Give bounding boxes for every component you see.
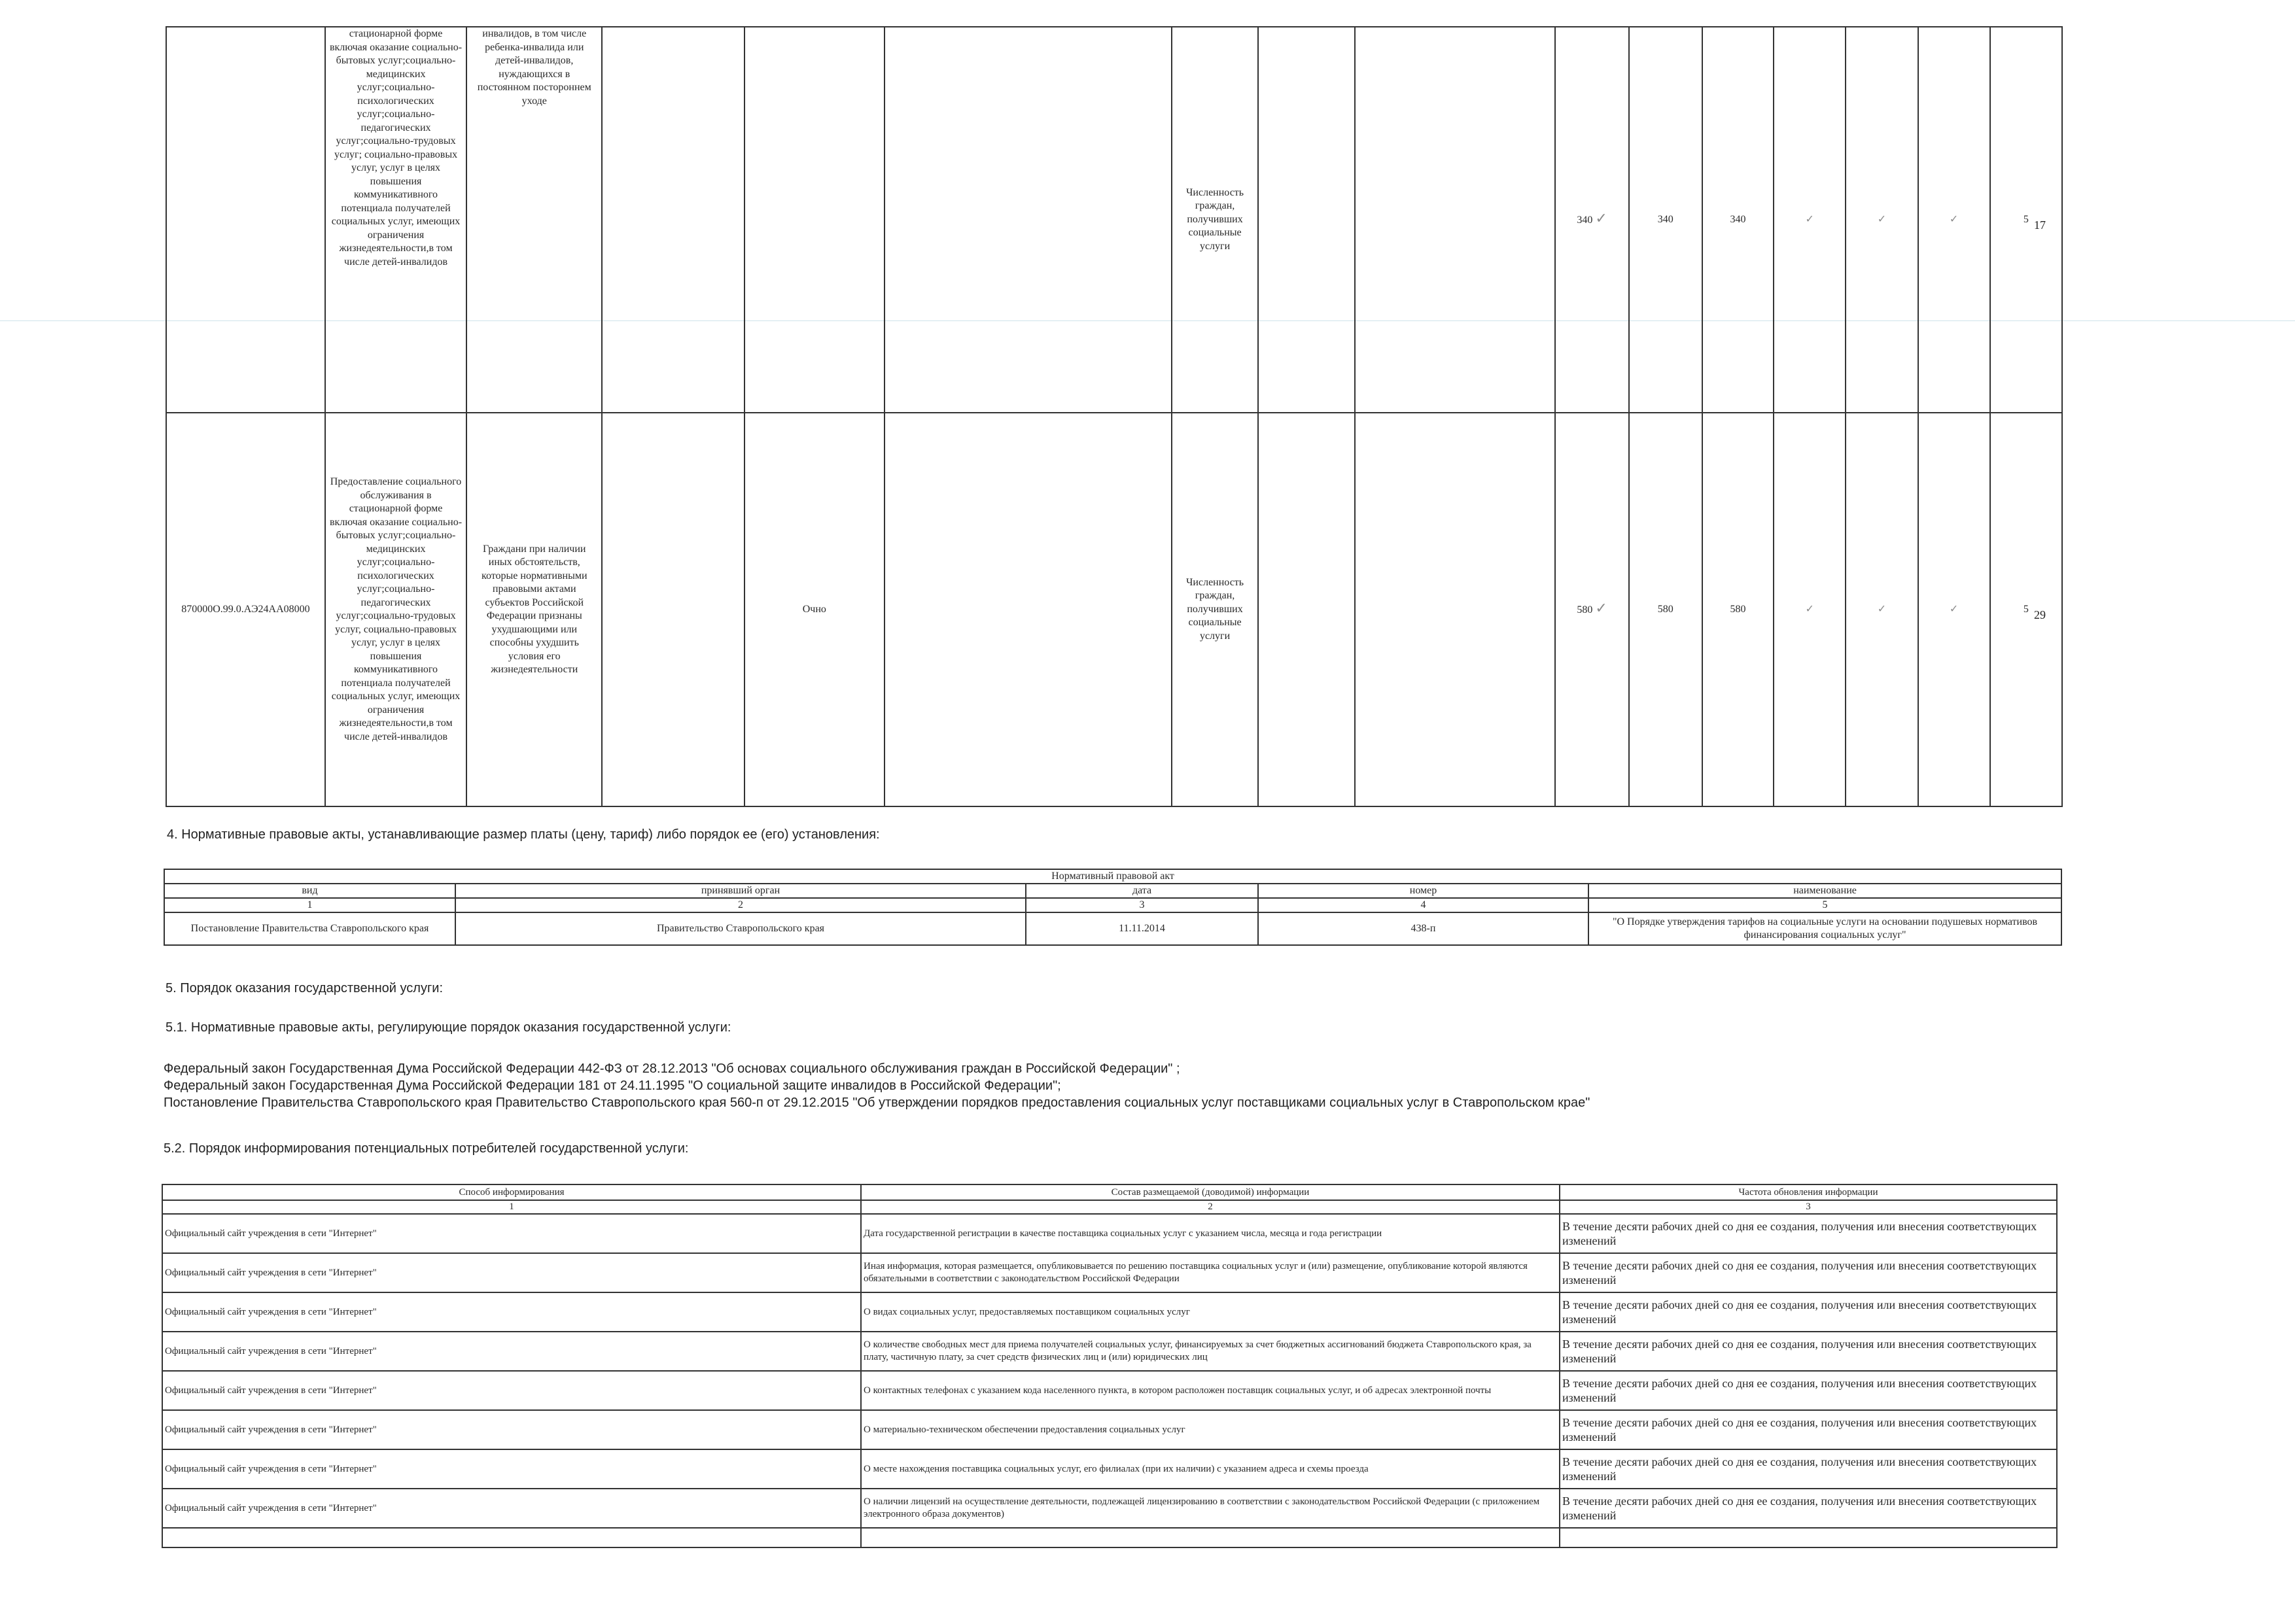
value-cell: 340 bbox=[1702, 27, 1774, 413]
table-row bbox=[162, 1332, 2057, 1371]
percent-deviation-cell: 5 bbox=[1990, 27, 2062, 413]
method-cell: Официальный сайт учреждения в сети "Интернет" bbox=[162, 1489, 861, 1528]
table-title: Нормативный правовой акт bbox=[164, 869, 2061, 884]
column-number: 4 bbox=[1258, 898, 1588, 912]
service-content-cell: Предоставление социального обслуживания в стационарной форме включая оказание социально-бытовых услуг;социально-медицинских услуг;социально-психологических услуг;социально-педагогических услуг;социально-трудовых услуг, социально-правовых услуг, услуг в целях повышения коммуникативного потенциала получателей социальных услуг, имеющих ограничения жизнедеятельности,в том числе детей-инвалидов bbox=[325, 413, 466, 806]
value-2021: 340 bbox=[1577, 215, 1593, 226]
column-number: 3 bbox=[1560, 1200, 2057, 1214]
informing-table bbox=[162, 1184, 2058, 1548]
column-header: принявший орган bbox=[455, 884, 1026, 898]
method-cell: Официальный сайт учреждения в сети "Интернет" bbox=[162, 1253, 861, 1292]
column-number: 3 bbox=[1026, 898, 1258, 912]
method-cell: Официальный сайт учреждения в сети "Интернет" bbox=[162, 1214, 861, 1253]
act-name-cell: "О Порядке утверждения тарифов на социальные услуги на основании подушевых нормативов финансирования социальных услуг" bbox=[1588, 912, 2061, 945]
table-row bbox=[162, 1200, 2057, 1214]
check-mark-icon: ✓ bbox=[1595, 210, 1607, 227]
info-content-cell: Дата государственной регистрации в качестве поставщика социальных услуг с указанием числа, месяца и года регистрации bbox=[861, 1214, 1560, 1253]
column-number: 2 bbox=[861, 1200, 1560, 1214]
law-item: Постановление Правительства Ставропольского края Правительство Ставропольского края 560-п от 29.12.2015 "Об утверждении порядков предоставления социальных услуг поставщиками социальных услуг в Ставропольском крае" bbox=[164, 1096, 1590, 1110]
empty-cell bbox=[162, 1528, 861, 1547]
info-content-cell: О материально-техническом обеспечении предоставления социальных услуг bbox=[861, 1410, 1560, 1449]
column-header: дата bbox=[1026, 884, 1258, 898]
empty-cell bbox=[1258, 27, 1355, 413]
law-item: Федеральный закон Государственная Дума Российской Федерации 181 от 24.11.1995 "О социальной защите инвалидов в Российской Федерации"; bbox=[164, 1079, 1061, 1093]
value-cell bbox=[1555, 413, 1628, 806]
column-number: 1 bbox=[164, 898, 455, 912]
empty-cell bbox=[1258, 413, 1355, 806]
column-header: наименование bbox=[1588, 884, 2061, 898]
indicator-name-cell: Численность граждан, получивших социальные услуги bbox=[1172, 27, 1259, 413]
frequency-cell: В течение десяти рабочих дней со дня ее создания, получения или внесения соответствующих изменений bbox=[1560, 1214, 2057, 1253]
service-form-cell bbox=[745, 27, 885, 413]
section-4-heading: 4. Нормативные правовые акты, устанавливающие размер платы (цену, тариф) либо порядок ее (его) установления: bbox=[167, 827, 880, 842]
column-header: номер bbox=[1258, 884, 1588, 898]
frequency-cell: В течение десяти рабочих дней со дня ее создания, получения или внесения соответствующих изменений bbox=[1560, 1292, 2057, 1332]
consumer-category-cell: Граждани при наличии иных обстоятельств, которые нормативными правовыми актами субъектов Российской Федерации признаны ухудшающими или способны ухудшить условия его жизнедеятельности bbox=[466, 413, 602, 806]
empty-cell bbox=[602, 413, 744, 806]
table-row bbox=[164, 912, 2061, 945]
method-cell: Официальный сайт учреждения в сети "Интернет" bbox=[162, 1410, 861, 1449]
table-row bbox=[166, 27, 2062, 413]
value-cell bbox=[1555, 27, 1628, 413]
table-row bbox=[162, 1410, 2057, 1449]
table-row bbox=[162, 1253, 2057, 1292]
section-5-heading: 5. Порядок оказания государственной услуги: bbox=[166, 981, 443, 995]
empty-cell bbox=[602, 27, 744, 413]
table-row bbox=[162, 1489, 2057, 1528]
consumer-category-cell: инвалидов, в том числе ребенка-инвалида или детей-инвалидов, нуждающихся в постоянном постороннем уходе bbox=[466, 27, 602, 413]
check-mark-icon: ✓ bbox=[1846, 27, 1918, 413]
empty-cell bbox=[1560, 1528, 2057, 1547]
law-item: Федеральный закон Государственная Дума Российской Федерации 442-ФЗ от 28.12.2013 "Об основах социального обслуживания граждан в Российской Федерации" ; bbox=[164, 1062, 1180, 1076]
empty-cell bbox=[885, 413, 1172, 806]
service-content-cell: стационарной форме включая оказание социально-бытовых услуг;социально-медицинских услуг;социально-психологических услуг;социально-педагогических услуг;социально-трудовых услуг; социально-правовых услуг, услуг в целях повышения коммуникативного потенциала получателей социальных услуг, имеющих ограничения жизнедеятельности,в том числе детей-инвалидов bbox=[325, 27, 466, 413]
column-header: Способ информирования bbox=[162, 1184, 861, 1200]
empty-cell bbox=[1355, 27, 1555, 413]
table-row bbox=[162, 1371, 2057, 1410]
registry-code-cell: 870000О.99.0.АЭ24АА08000 bbox=[166, 413, 325, 806]
indicator-name-cell: Численность граждан, получивших социальные услуги bbox=[1172, 413, 1259, 806]
column-number: 2 bbox=[455, 898, 1026, 912]
service-form-cell: Очно bbox=[745, 413, 885, 806]
frequency-cell: В течение десяти рабочих дней со дня ее создания, получения или внесения соответствующих изменений bbox=[1560, 1410, 2057, 1449]
section-5-2-heading: 5.2. Порядок информирования потенциальных потребителей государственной услуги: bbox=[164, 1141, 689, 1156]
table-row bbox=[164, 869, 2061, 884]
table-row bbox=[164, 884, 2061, 898]
value-cell: 580 bbox=[1629, 413, 1702, 806]
check-mark-icon: ✓ bbox=[1918, 27, 1990, 413]
column-header: Частота обновления информации bbox=[1560, 1184, 2057, 1200]
info-content-cell: О видах социальных услуг, предоставляемых поставщиком социальных услуг bbox=[861, 1292, 1560, 1332]
act-type-cell: Постановление Правительства Ставропольского края bbox=[164, 912, 455, 945]
value-cell: 340 bbox=[1629, 27, 1702, 413]
info-content-cell: Иная информация, которая размещается, опубликовывается по решению поставщика социальных услуг и (или) размещение, опубликование которой являются обязательными в соответствии с законодательством Российской Федерации bbox=[861, 1253, 1560, 1292]
empty-cell bbox=[861, 1528, 1560, 1547]
empty-cell bbox=[1355, 413, 1555, 806]
method-cell: Официальный сайт учреждения в сети "Интернет" bbox=[162, 1371, 861, 1410]
table-row bbox=[162, 1292, 2057, 1332]
frequency-cell: В течение десяти рабочих дней со дня ее создания, получения или внесения соответствующих изменений bbox=[1560, 1489, 2057, 1528]
column-number: 1 bbox=[162, 1200, 861, 1214]
table-row bbox=[162, 1449, 2057, 1489]
absolute-deviation-value: 17 bbox=[2034, 218, 2046, 232]
check-mark-icon: ✓ bbox=[1918, 413, 1990, 806]
absolute-deviation-value: 29 bbox=[2034, 608, 2046, 621]
frequency-cell: В течение десяти рабочих дней со дня ее создания, получения или внесения соответствующих изменений bbox=[1560, 1253, 2057, 1292]
method-cell: Официальный сайт учреждения в сети "Интернет" bbox=[162, 1449, 861, 1489]
frequency-cell: В течение десяти рабочих дней со дня ее создания, получения или внесения соответствующих изменений bbox=[1560, 1332, 2057, 1371]
tariff-acts-table bbox=[164, 869, 2062, 946]
value-2021: 580 bbox=[1577, 604, 1593, 616]
table-row bbox=[162, 1528, 2057, 1547]
volume-indicators-table bbox=[166, 26, 2063, 807]
column-header: вид bbox=[164, 884, 455, 898]
frequency-cell: В течение десяти рабочих дней со дня ее создания, получения или внесения соответствующих изменений bbox=[1560, 1449, 2057, 1489]
frequency-cell: В течение десяти рабочих дней со дня ее создания, получения или внесения соответствующих изменений bbox=[1560, 1371, 2057, 1410]
registry-code-cell bbox=[166, 27, 325, 413]
info-content-cell: О месте нахождения поставщика социальных услуг, его филиалах (при их наличии) с указанием адреса и схемы проезда bbox=[861, 1449, 1560, 1489]
column-number: 5 bbox=[1588, 898, 2061, 912]
check-mark-icon: ✓ bbox=[1595, 600, 1607, 617]
act-number-cell: 438-п bbox=[1258, 912, 1588, 945]
table-row bbox=[166, 413, 2062, 806]
act-body-cell: Правительство Ставропольского края bbox=[455, 912, 1026, 945]
method-cell: Официальный сайт учреждения в сети "Интернет" bbox=[162, 1292, 861, 1332]
percent-deviation-cell: 5 bbox=[1990, 413, 2062, 806]
check-mark-icon: ✓ bbox=[1774, 27, 1846, 413]
info-content-cell: О наличии лицензий на осуществление деятельности, подлежащей лицензированию в соответствии с законодательством Российской Федерации (с приложением электронного образа документов) bbox=[861, 1489, 1560, 1528]
table-row bbox=[162, 1214, 2057, 1253]
value-cell: 580 bbox=[1702, 413, 1774, 806]
info-content-cell: О количестве свободных мест для приема получателей социальных услуг, финансируемых за счет бюджетных ассигнований бюджета Ставропольского края, за плату, частичную плату, за счет средств физических лиц и (или) юридических лиц bbox=[861, 1332, 1560, 1371]
method-cell: Официальный сайт учреждения в сети "Интернет" bbox=[162, 1332, 861, 1371]
info-content-cell: О контактных телефонах с указанием кода населенного пункта, в котором расположен поставщик социальных услуг, и об адресах электронной почты bbox=[861, 1371, 1560, 1410]
check-mark-icon: ✓ bbox=[1846, 413, 1918, 806]
empty-cell bbox=[885, 27, 1172, 413]
table-row bbox=[162, 1184, 2057, 1200]
section-5-1-heading: 5.1. Нормативные правовые акты, регулирующие порядок оказания государственной услуги: bbox=[166, 1020, 731, 1035]
table-row bbox=[164, 898, 2061, 912]
act-date-cell: 11.11.2014 bbox=[1026, 912, 1258, 945]
column-header: Состав размещаемой (доводимой) информации bbox=[861, 1184, 1560, 1200]
check-mark-icon: ✓ bbox=[1774, 413, 1846, 806]
